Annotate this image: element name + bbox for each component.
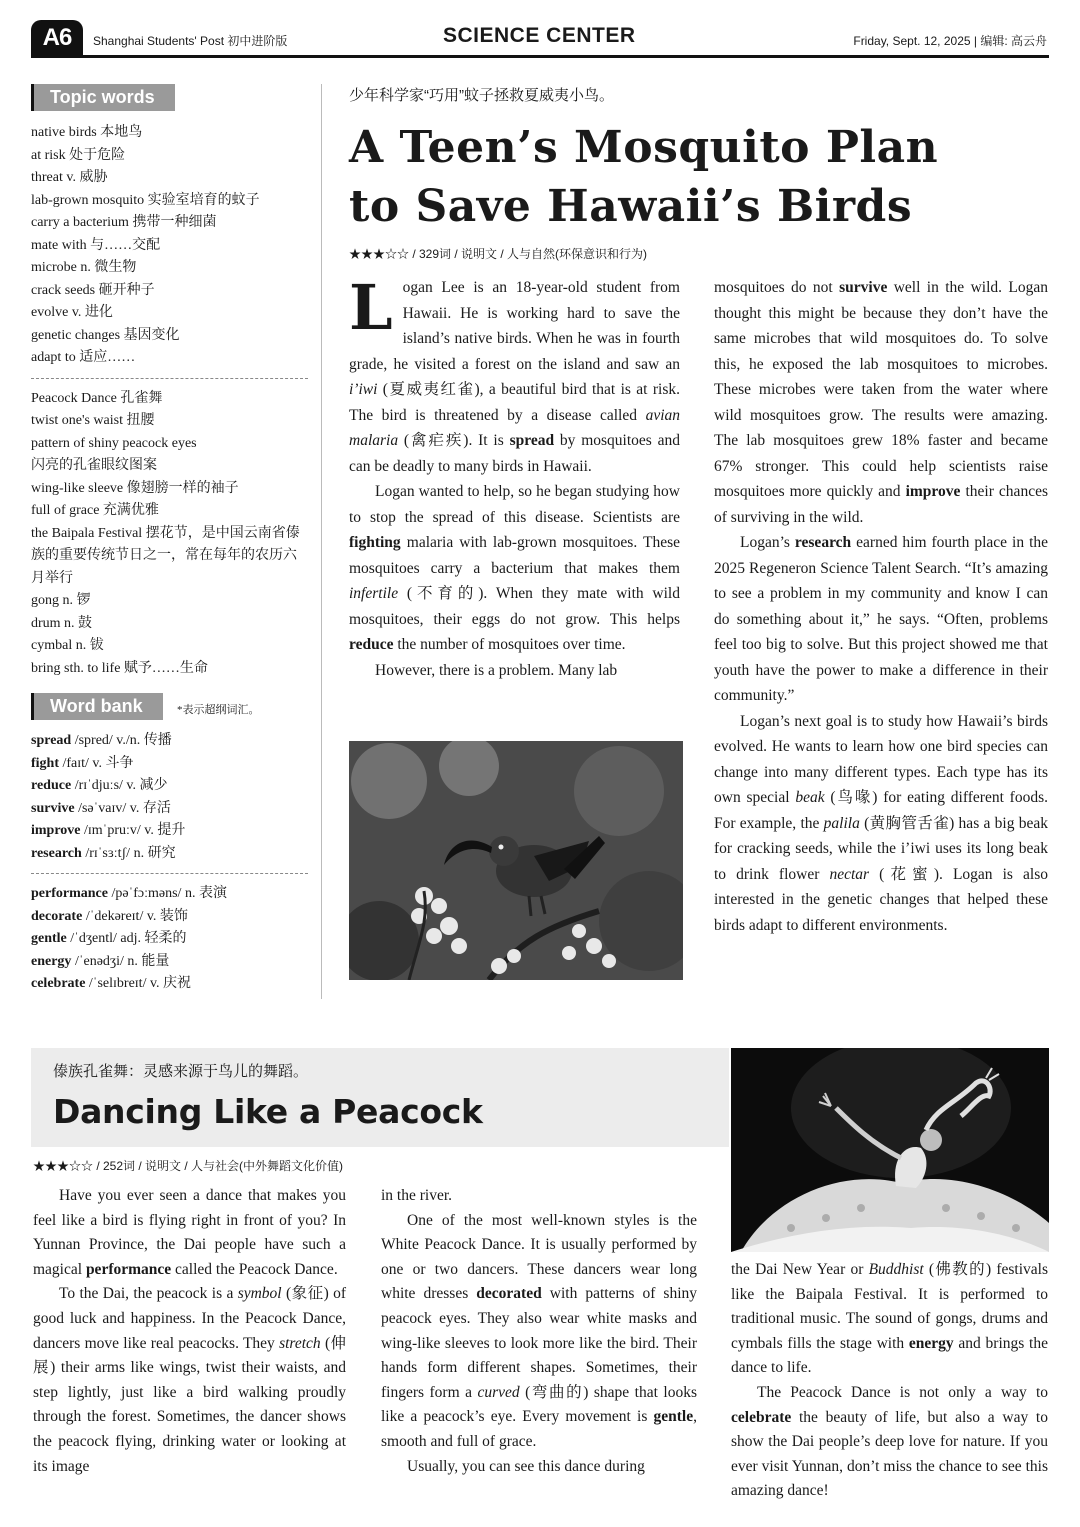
- keyword: celebrate: [731, 1408, 792, 1426]
- text-run: (夏威夷红雀), a beautiful bird that is at risk. The bird is threatened by a disease called: [349, 381, 680, 424]
- keyword: reduce: [349, 636, 394, 653]
- text-run: called the Peacock Dance.: [171, 1260, 338, 1278]
- word-bank-item: [31, 753, 308, 776]
- topic-word-item: carry a bacterium 携带一种细菌: [31, 215, 217, 230]
- page-header: [31, 18, 1049, 58]
- paragraph: [731, 1258, 1048, 1381]
- topic-word-item: full of grace 充满优雅: [31, 503, 159, 518]
- column-divider: [321, 84, 322, 999]
- peacock-dancer-photo: [731, 1048, 1049, 1252]
- article1-title-line2: to Save Hawaii’s Birds: [349, 181, 913, 232]
- topic-word-item: lab-grown mosquito 实验室培育的蚊子: [31, 192, 260, 208]
- article1-title-line1: A Teen’s Mosquito Plan: [349, 122, 939, 173]
- paragraph: [33, 1184, 346, 1282]
- text-run: (黄胸管舌雀) has a big beak for cracking seeds, while the i’iwi uses its long beak to drink flower: [714, 814, 1048, 883]
- word-bank-item: [31, 973, 308, 996]
- topic-word-item: genetic changes 基因变化: [31, 327, 180, 343]
- text-run: and brings the dance to life.: [731, 1334, 1048, 1377]
- word-bank-list-science: [31, 730, 308, 865]
- topic-word-item: gong n. 锣: [31, 593, 91, 608]
- paragraph: [731, 1381, 1048, 1504]
- text-run: their chances of surviving in the wild.: [714, 483, 1048, 526]
- article1-column-1: [349, 271, 680, 683]
- article2-meta: ★★★☆☆ / 252词 / 说明文 / 人与社会(中外舞蹈文化价值): [33, 1159, 344, 1173]
- article1-meta: ★★★☆☆ / 329词 / 说明文 / 人与自然(环保意识和行为): [349, 247, 648, 261]
- keyword: performance: [85, 1260, 172, 1278]
- iiwi-bird-photo: [349, 741, 683, 980]
- word-bank-definition: /faɪt/ v. 斗争: [59, 755, 134, 771]
- paragraph: [349, 479, 680, 658]
- word-bank-word: performance: [31, 886, 108, 901]
- text-run: To the Dai, the peacock is a: [59, 1285, 238, 1303]
- article2-column-3: [731, 1258, 1048, 1504]
- topic-word-item: wing-like sleeve 像翅膀一样的袖子: [31, 480, 239, 496]
- paragraph: [349, 271, 680, 479]
- text-run: (弯曲的) shape that looks like a peacock’s eye. Every movement is: [381, 1383, 697, 1426]
- text-run: Have you ever seen a dance that makes you feel like a bird is flying right in front of you? In Yunnan Province, the Dai people have such a magical: [33, 1187, 346, 1278]
- glossed-term: beak: [795, 789, 825, 806]
- word-bank-word: spread: [31, 733, 72, 748]
- word-bank-item: [31, 730, 308, 753]
- word-bank-definition: /rɪˈdjuːs/ v. 减少: [71, 778, 168, 793]
- word-bank-item: [31, 843, 308, 866]
- paragraph: [381, 1209, 697, 1455]
- vocabulary-sidebar: [31, 84, 308, 996]
- text-run: Logan wanted to help, so he began studying how to stop the spread of this disease. Scientists are: [349, 483, 680, 526]
- word-bank-definition: /ˈdekəreɪt/ v. 装饰: [82, 908, 188, 924]
- word-bank-definition: /pəˈfɔːməns/ n. 表演: [107, 886, 227, 901]
- text-run: well in the wild. Logan thought this might be because they don’t have the same microbes that wild mosquitoes do. To solve this, he exposed the lab mosquitoes to microbes. These microbes were taken from the water where wild mosquitoes grow. The results were amazing. The lab mosquitoes grew 18% faster and became 67% stronger. This could help scientists raise mosquitoes more quickly and: [714, 279, 1048, 500]
- dashed-divider: [31, 873, 308, 874]
- glossed-term: curved: [477, 1383, 520, 1401]
- topic-word-item: evolve v. 进化: [31, 305, 113, 320]
- text-run: ogan Lee is an 18-year-old student from Hawaii. He is working hard to save the island’s native birds. When he was in fourth grade, he visited a forest on the island and saw an: [349, 279, 680, 373]
- article2-column-1: [33, 1184, 346, 1479]
- word-bank-word: improve: [31, 823, 81, 838]
- topic-word-item: mate with 与……交配: [31, 237, 161, 253]
- paragraph: [349, 658, 680, 684]
- word-bank-definition: /rɪˈsɜːtʃ/ n. 研究: [81, 845, 176, 861]
- topic-word-item: drum n. 鼓: [31, 615, 93, 631]
- topic-words-list-science: [31, 122, 308, 370]
- paragraph: [714, 709, 1048, 939]
- text-run: earned him fourth place in the 2025 Regeneron Science Talent Search. “It’s amazing to see a problem in my community and know I can do something about it,” he says. “Often, problems feel too big to solve. But this project showed me that youth have the power to make a difference in their community.”: [714, 534, 1049, 704]
- text-run: by mosquitoes and can be deadly to many birds in Hawaii.: [349, 432, 680, 475]
- text-run: with patterns of shiny peacock eyes. They also wear white masks and wing-like sleeves to look more like the bird. Their hands form different shapes. Sometimes, their fingers form a: [381, 1285, 698, 1401]
- text-run: (佛教的) festivals like the Baipala Festival. It is performed to traditional music. The sound of gongs, drums and cymbals fills the stage with: [731, 1261, 1048, 1352]
- word-bank-item: [31, 775, 308, 798]
- keyword: energy: [908, 1334, 954, 1352]
- glossed-term: stretch: [279, 1334, 321, 1352]
- glossed-term: i’iwi: [349, 381, 378, 398]
- word-bank-definition: /ˈdʒentl/ adj. 轻柔的: [66, 931, 187, 946]
- text-run: , smooth and full of grace.: [381, 1408, 697, 1450]
- glossed-term: avian malaria: [349, 406, 680, 449]
- article1-title: [349, 118, 1049, 236]
- word-bank-item: [31, 883, 308, 906]
- word-bank-definition: /səˈvaɪv/ v. 存活: [74, 800, 171, 816]
- word-bank-word: reduce: [31, 778, 72, 793]
- paragraph: [381, 1184, 697, 1209]
- paragraph: [714, 530, 1048, 709]
- text-run: The Peacock Dance is not only a way to: [757, 1383, 1048, 1401]
- publication-name: Shanghai Students' Post 初中进阶版: [93, 34, 288, 48]
- word-bank-word: decorate: [31, 908, 83, 924]
- article2-title: Dancing Like a Peacock: [53, 1092, 483, 1131]
- section-title: SCIENCE CENTER: [443, 24, 636, 47]
- text-run: One of the most well-known styles is the White Peacock Dance. It is usually performed by one or two dancers. These dancers wear long white dresses: [381, 1211, 697, 1303]
- text-run: Logan’s: [740, 534, 795, 551]
- topic-word-item: native birds 本地鸟: [31, 125, 143, 140]
- word-bank-item: [31, 928, 308, 951]
- topic-word-item: pattern of shiny peacock eyes: [31, 435, 197, 451]
- word-bank-item: [31, 906, 308, 929]
- text-run: Usually, you can see this dance during: [407, 1457, 645, 1475]
- word-bank-definition: /ɪmˈpruːv/ v. 提升: [80, 823, 186, 838]
- paragraph: [381, 1455, 697, 1480]
- text-run: (伸展) their arms like wings, twist their waists, and step lightly, just like a bird walking proudly through the forest. Sometimes, the dancer shows the peacock flying, drinking water or looking at its image: [33, 1334, 346, 1475]
- text-run: in the river.: [381, 1187, 453, 1204]
- keyword: improve: [905, 483, 961, 500]
- word-bank-item: [31, 820, 308, 843]
- word-bank-definition: /ˈselɪbreɪt/ v. 庆祝: [85, 976, 192, 991]
- keyword: decorated: [476, 1285, 542, 1303]
- keyword: survive: [839, 279, 888, 296]
- word-bank-word: celebrate: [31, 976, 86, 991]
- article2-subtitle: 傣族孔雀舞：灵感来源于鸟儿的舞蹈。: [53, 1063, 309, 1080]
- topic-word-item: twist one's waist 扭腰: [31, 413, 155, 428]
- topic-word-item: Peacock Dance 孔雀舞: [31, 390, 163, 406]
- glossed-term: palila: [823, 814, 860, 832]
- keyword: spread: [509, 432, 555, 449]
- topic-words-heading: Topic words: [31, 84, 175, 111]
- word-bank-word: energy: [31, 953, 72, 969]
- topic-word-item: 闪亮的孔雀眼纹图案: [31, 458, 157, 473]
- topic-word-item: cymbal n. 钹: [31, 638, 104, 653]
- topic-word-item: bring sth. to life 赋予……生命: [31, 660, 208, 676]
- page-number-badge: A6: [31, 20, 83, 56]
- keyword: fighting: [349, 534, 401, 551]
- text-run: (不育的). When they mate with wild mosquitoes, their eggs do not grow. This helps: [349, 585, 680, 628]
- paragraph: [33, 1282, 346, 1479]
- topic-word-item: crack seeds 砸开种子: [31, 282, 155, 298]
- word-bank-item: [31, 951, 308, 974]
- word-bank-definition: /spred/ v./n. 传播: [71, 733, 172, 748]
- drop-cap: L: [349, 271, 393, 344]
- word-bank-item: [31, 798, 308, 821]
- text-run: the beauty of life, but also a way to show the Dai people’s deep love for nature. If you ever visit Yunnan, don’t miss the chance to see this amazing dance!: [731, 1408, 1048, 1500]
- topic-word-item: microbe n. 微生物: [31, 260, 137, 275]
- article2-column-2: [381, 1184, 697, 1479]
- paragraph: [714, 275, 1048, 530]
- text-run: the Dai New Year or: [731, 1261, 869, 1278]
- word-bank-word: gentle: [31, 931, 67, 946]
- text-run: (禽疟疾). It is: [398, 432, 510, 449]
- word-bank-heading: Word bank: [31, 693, 163, 720]
- keyword: research: [794, 534, 852, 551]
- topic-word-item: at risk 处于危险: [31, 147, 126, 163]
- text-run: mosquitoes do not: [714, 279, 840, 296]
- word-bank-word: research: [31, 845, 82, 861]
- text-run: (象征) of good luck and happiness. In the Peacock Dance, dancers move like real peacocks. They: [33, 1285, 346, 1352]
- topic-words-list-culture: [31, 388, 308, 681]
- topic-word-item: threat v. 威胁: [31, 170, 108, 185]
- keyword: gentle: [653, 1408, 694, 1426]
- word-bank-word: survive: [31, 800, 75, 816]
- text-run: However, there is a problem. Many lab: [375, 661, 618, 679]
- text-run: Logan’s next goal is to study how Hawaii’s birds evolved. He wants to learn how one bird species can change into many different types. Each type has its own special: [714, 712, 1048, 806]
- glossed-term: infertile: [349, 585, 399, 602]
- article1-column-2: [714, 275, 1048, 938]
- word-bank-definition: /ˈenədʒi/ n. 能量: [71, 953, 170, 969]
- text-run: malaria with lab-grown mosquitoes. These mosquitoes carry a bacterium that makes them: [349, 534, 680, 577]
- topic-word-item: the Baipala Festival 摆花节，是中国云南省傣族的重要传统节日之一，常在每年的农历六月举行: [31, 525, 300, 586]
- glossed-term: symbol: [237, 1285, 282, 1303]
- word-bank-list-culture: [31, 883, 308, 996]
- text-run: (鸟喙) for eating different foods. For example, the: [714, 789, 1048, 832]
- glossed-term: nectar: [829, 865, 870, 883]
- glossed-term: Buddhist: [868, 1261, 924, 1278]
- issue-date-editor: Friday, Sept. 12, 2025 | 编辑: 高云舟: [853, 34, 1047, 48]
- word-bank-note: *表示超纲词汇。: [177, 704, 260, 716]
- text-run: (花蜜). Logan is also interested in the genetic changes that helped these birds adapt to different environments.: [714, 865, 1048, 934]
- word-bank-word: fight: [31, 755, 59, 771]
- dashed-divider: [31, 378, 308, 379]
- text-run: the number of mosquitoes over time.: [393, 636, 626, 653]
- topic-word-item: adapt to 适应……: [31, 350, 136, 365]
- article1-subtitle: 少年科学家“巧用”蚊子拯救夏威夷小鸟。: [349, 87, 614, 104]
